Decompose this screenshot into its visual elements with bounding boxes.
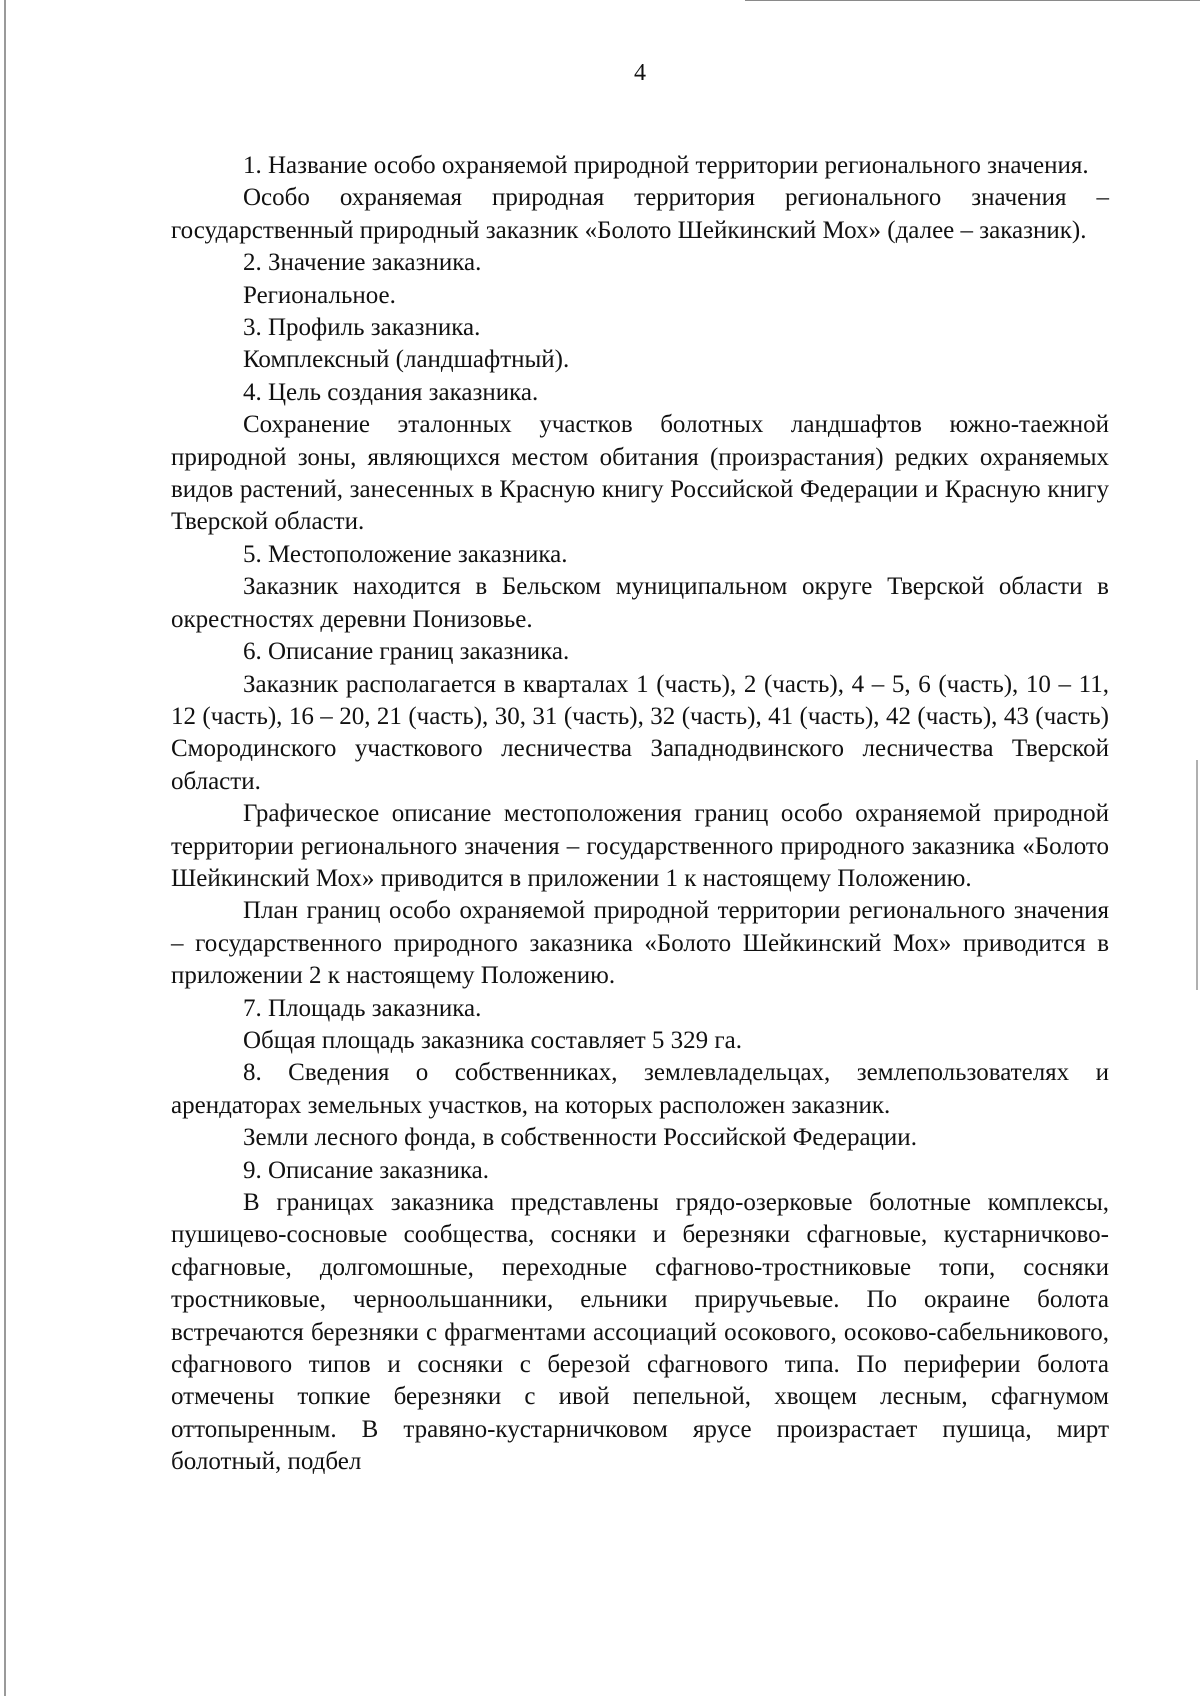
heading-6-boundaries: 6. Описание границ заказника. (243, 638, 570, 666)
paragraph-name-text: Особо охраняемая природная территория регионального значения – государственный природный заказник «Болото Шейкинский Мох» (далее – заказник). (171, 184, 1109, 244)
paragraph-description-text: В границах заказника представлены грядо-озерковые болотные комплексы, пушицево-сосновые сообщества, сосняки и березняки сфагновые, кустарничково-сфагновые, долгомошные, переходные сфагново-тростниковые топи, сосняки тростниковые, черноольшанники, ельники приручьевые. По окраине болота встречаются березняки с фрагментами ассоциаций осокового, осоково-сабельникового, сфагнового типов и сосняки с березой сфагнового типа. По периферии болота отмечены топкие березняки с ивой пепельной, хвощем лесным, сфагнумом оттопыренным. В травяно-кустарничковом ярусе произрастает пушица, мирт болотный, подбел (171, 1189, 1109, 1476)
heading-2-significance: 2. Значение заказника. (243, 249, 482, 277)
paragraph-profile-text: Комплексный (ландшафтный). (243, 346, 570, 374)
scan-edge-left (4, 0, 6, 1696)
heading-8-owners: 8. Сведения о собственниках, землевладельцах, землепользователях и арендаторах земельных участков, на которых расположен заказник. (171, 1059, 1109, 1119)
paragraph-boundaries-quarters: Заказник располагается в кварталах 1 (часть), 2 (часть), 4 – 5, 6 (часть), 10 – 11, 12 (часть), 16 – 20, 21 (часть), 30, 31 (часть), 32 (часть), 41 (часть), 42 (часть), 43 (часть) Смородинского участкового лесничества Западнодвинского лесничества Тверской области. (171, 670, 1109, 795)
heading-7-area: 7. Площадь заказника. (243, 994, 482, 1022)
paragraph-area-text: Общая площадь заказника составляет 5 329 га. (243, 1026, 742, 1054)
heading-3-profile: 3. Профиль заказника. (243, 314, 481, 342)
paragraph-significance-text: Региональное. (243, 281, 396, 309)
paragraph-boundaries-graphic: Графическое описание местоположения границ особо охраняемой природной территории регионального значения – государственного природного заказника «Болото Шейкинский Мох» приводится в приложении 1 к настоящему Положению. (171, 800, 1109, 892)
paragraph-purpose-text: Сохранение эталонных участков болотных ландшафтов южно-таежной природной зоны, являющихся местом обитания (произрастания) редких охраняемых видов растений, занесенных в Красную книгу Российской Федерации и Красную книгу Тверской области. (171, 411, 1109, 536)
heading-1-name: 1. Название особо охраняемой природной территории регионального значения. (243, 152, 1089, 179)
heading-5-location: 5. Местоположение заказника. (243, 540, 568, 568)
scan-edge-top (745, 0, 1200, 1)
paragraph-location-text: Заказник находится в Бельском муниципальном округе Тверской области в окрестностях деревни Понизовье. (171, 573, 1109, 633)
heading-9-description: 9. Описание заказника. (243, 1156, 489, 1184)
scan-edge-right (1196, 760, 1198, 990)
heading-4-purpose: 4. Цель создания заказника. (243, 378, 539, 406)
document-body (171, 150, 1109, 1479)
paragraph-owners-text: Земли лесного фонда, в собственности Российской Федерации. (243, 1124, 917, 1152)
paragraph-boundaries-plan: План границ особо охраняемой природной территории регионального значения – государственного природного заказника «Болото Шейкинский Мох» приводится в приложении 2 к настоящему Положению. (171, 897, 1109, 990)
page-number: 4 (634, 60, 646, 86)
